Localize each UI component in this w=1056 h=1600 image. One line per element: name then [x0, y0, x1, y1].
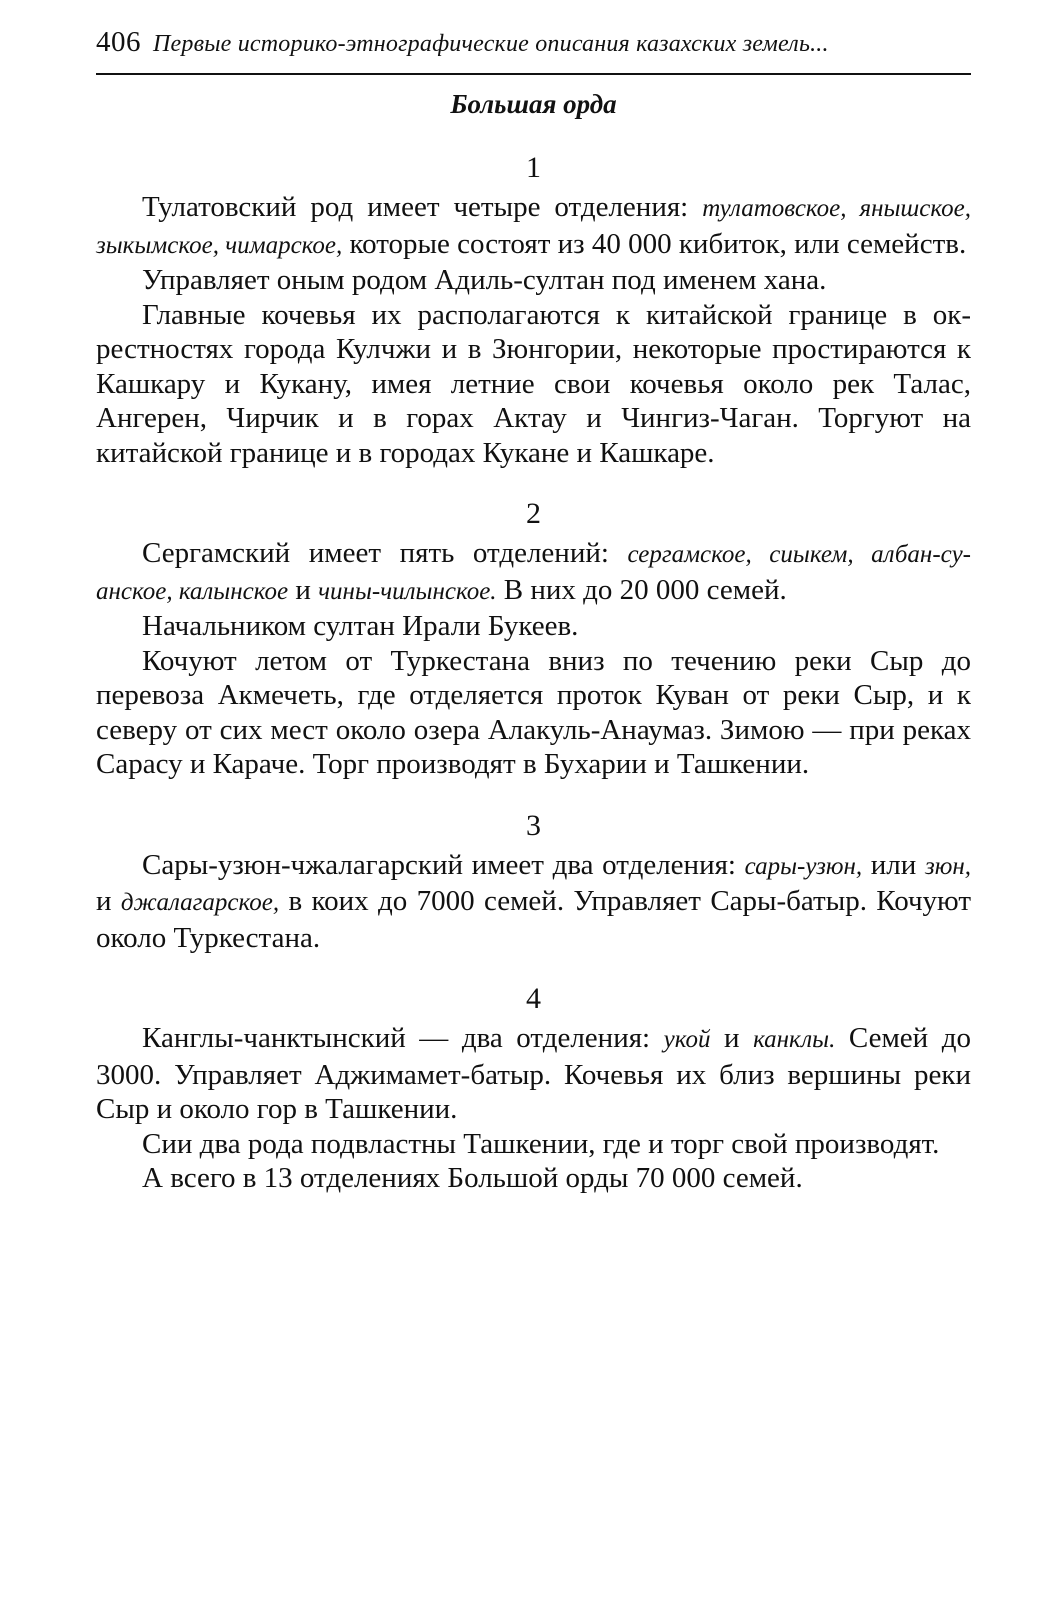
- paragraph: [96, 1021, 971, 1127]
- paragraph-text: Сергамский имеет пять отделений:: [142, 537, 628, 569]
- paragraph-text: и: [96, 885, 121, 917]
- paragraph: Главные кочевья их располагаются к китайской границе в окрестностях города Кулчжи и в Зюнгории, некоторые простираются к Кашкару и Кукану, имея летние свои кочевья около рек Талас, Ангерен, Чирчик и в горах Актау и Чингиз-Чаган. Торгуют на китайской границе и в городах Кукане и Кашкаре.: [96, 298, 971, 469]
- section-number: 4: [526, 982, 541, 1015]
- paragraph: Кочуют летом от Туркестана вниз по течению реки Сыр до перевоза Акмечеть, где отделяется проток Куван от реки Сыр, и к северу от сих мест около озера Алакуль-Анаумаз. Зимою — при реках Сарасу и Караче. Торг производят в Бухарии и Ташкении.: [96, 644, 971, 780]
- paragraph-text: в коих до 7000 семей. Управляет Сары-батыр. Кочуют около Туркестана.: [96, 885, 971, 954]
- paragraph-text: и: [288, 573, 319, 606]
- paragraph: Управляет оным родом Адиль-султан под именем хана.: [142, 264, 827, 296]
- paragraph: Сии два рода подвластны Ташкении, где и торг свой производят.: [142, 1127, 940, 1160]
- paragraph-text: В них до 20 000 семей.: [496, 573, 787, 606]
- subdivision-names: сары-узюн,: [744, 852, 863, 880]
- section-number: 1: [526, 151, 541, 184]
- section-number: 3: [526, 808, 541, 842]
- subdivision-names: укой: [663, 1026, 711, 1053]
- page-body: [96, 80, 971, 1196]
- section-1: [96, 146, 971, 470]
- section-number: 2: [526, 497, 541, 530]
- subdivision-names: джалагарское,: [120, 889, 280, 916]
- paragraph-text: и: [710, 1022, 754, 1054]
- paragraph-text: Канглы-чанктынский — два отделения:: [142, 1022, 664, 1054]
- paragraph: [96, 190, 971, 263]
- section-3: [96, 804, 971, 956]
- paragraph: [96, 536, 971, 609]
- running-title: Первые историко-этнографические описания казахских земель...: [153, 31, 829, 57]
- subdivision-names: зюн,: [924, 852, 971, 880]
- header-rule: [96, 73, 971, 75]
- paragraph-text: или: [862, 848, 925, 881]
- section-4: [96, 977, 971, 1196]
- paragraph: А всего в 13 отделениях Большой орды 70 000 семей.: [142, 1162, 803, 1194]
- subdivision-names: чины-чилынское.: [318, 577, 497, 605]
- running-head: [96, 26, 971, 70]
- subdivision-names: канклы.: [753, 1026, 836, 1053]
- paragraph: Начальником султан Ирали Букеев.: [142, 610, 579, 642]
- paragraph-text: Сары-узюн-чжалагарский имеет два отделения:: [142, 848, 745, 881]
- paragraph-text: которые состоят из 40 000 кибиток, или семейств.: [342, 227, 967, 260]
- page-number: 406: [96, 26, 141, 58]
- paragraph: [96, 848, 971, 956]
- section-heading: Большая орда: [450, 89, 617, 119]
- subdivision-names: сергамское, сиыкем, албан-суанское, калынское: [96, 541, 971, 605]
- paragraph-text: Тулатовский род имеет четыре отделения:: [142, 191, 703, 223]
- paragraph-text: Семей до 3000. Управляет Аджимамет-батыр. Кочевья их близ вершины реки Сыр и около гор в Ташкении.: [96, 1022, 971, 1125]
- subdivision-names: тулатовское, янышское, зыкымское, чимарское,: [96, 195, 971, 259]
- section-2: [96, 492, 971, 782]
